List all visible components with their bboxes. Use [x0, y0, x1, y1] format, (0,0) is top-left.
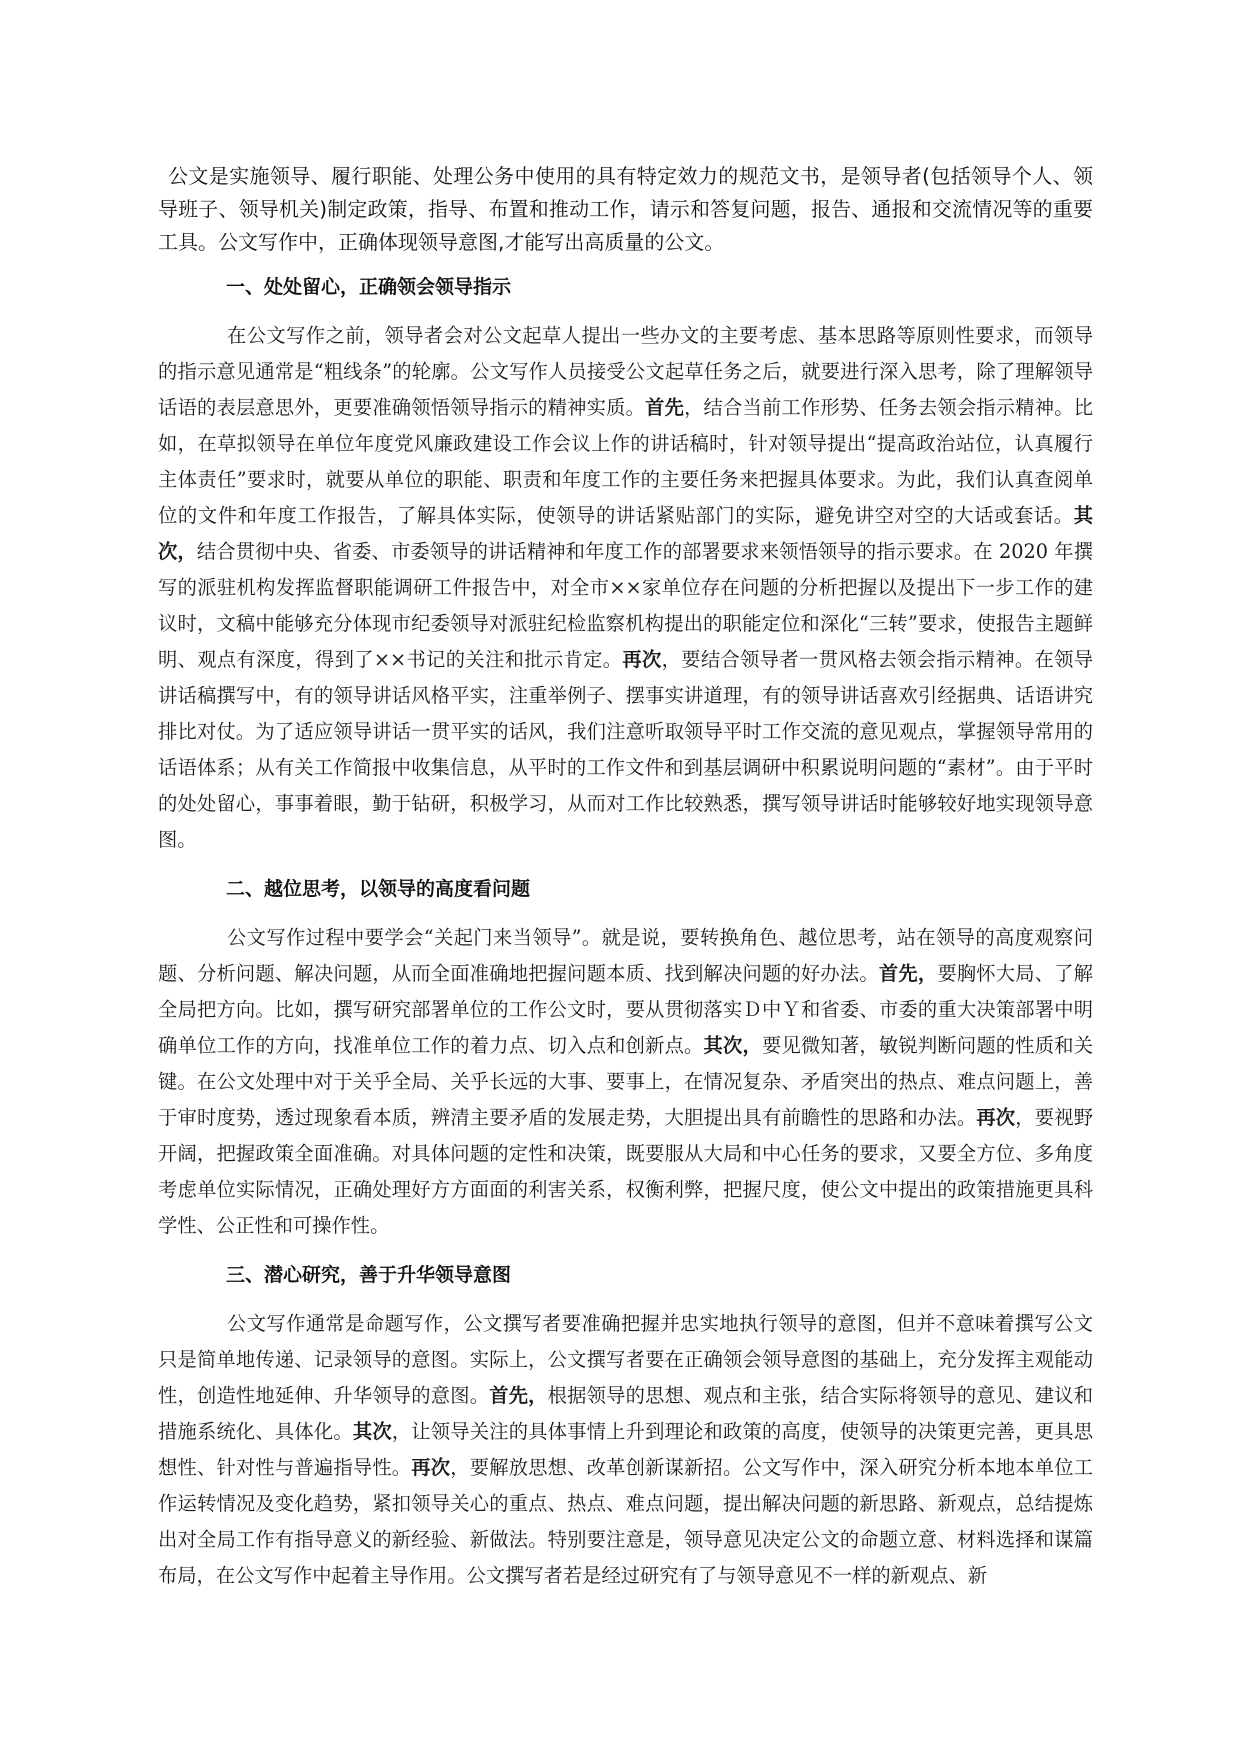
paragraph-text: 公文写作通常是命题写作，公文撰写者要准确把握并忠实地执行领导的意图，但并不意味着撰写公文只是简单地传递、记录领导的意图。实际上，公文撰写者要在正确领会领导意图的基础上，充分发挥主观能动性，创造性地延伸、升华领导的意图。 [158, 1312, 1093, 1407]
paragraph-text: ，要解放思想、改革创新谋新招。公文写作中，深入研究分析本地本单位工作运转情况及变化趋势，紧扣领导关心的重点、热点、难点问题，提出解决问题的新思路、新观点，总结提炼出对全局工作有指导意义的新经验、新做法。特别要注意是，领导意见决定公文的命题立意、材料选择和谋篇布局，在公文写作中起着主导作用。公文撰写者若是经过研究有了与领导意见不一样的新观点、新 [158, 1456, 1094, 1587]
bold-keyword: 首先 [645, 396, 685, 419]
section-paragraph-2 [158, 920, 1093, 1244]
section-heading-2: 二、越位思考，以领导的高度看问题 [226, 878, 531, 900]
paragraph-text: 要胸怀大局、了解全局把方向。比如，撰写研究部署单位的工作公文时，要从贯彻落实Ｄ中Ｙ和省委、市委的重大决策部署中明确单位工作的方向，找准单位工作的着力点、切入点和创新点。 [158, 962, 1094, 1057]
paragraph-text: 结合贯彻中央、省委、市委领导的讲话精神和年度工作的部署要求来领悟领导的指示要求。在 2020 年撰写的派驻机构发挥监督职能调研工件报告中，对全市××家单位存在问题的分析把握以及提出下一步工作的建议时，文稿中能够充分体现市纪委领导对派驻纪检监察机构提出的职能定位和深化“三转”要求，使报告主题鲜明、观点有深度，得到了××书记的关注和批示肯定。 [158, 540, 1093, 671]
section-heading-3: 三、潜心研究，善于升华领导意图 [226, 1264, 512, 1286]
section-paragraph-3 [158, 1306, 1093, 1594]
paragraph-text: 要见微知著，敏锐判断问题的性质和关键。在公文处理中对于关乎全局、关乎长远的大事、要事上，在情况复杂、矛盾突出的热点、难点问题上，善于审时度势，透过现象看本质，辨清主要矛盾的发展走势，大胆提出具有前瞻性的思路和办法。 [158, 1034, 1094, 1129]
section-paragraph-1 [158, 318, 1093, 858]
paragraph-text: ，结合当前工作形势、任务去领会指示精神。比如，在草拟领导在单位年度党风廉政建设工作会议上作的讲话稿时，针对领导提出“提高政治站位，认真履行主体责任”要求时，就要从单位的职能、职责和年度工作的主要任务来把握具体要求。为此，我们认真查阅单位的文件和年度工作报告，了解具体实际，使领导的讲话紧贴部门的实际，避免讲空对空的大话或套话。 [158, 396, 1094, 527]
intro-paragraph: 公文是实施领导、履行职能、处理公务中使用的具有特定效力的规范文书，是领导者(包括领导个人、领导班子、领导机关)制定政策，指导、布置和推动工作，请示和答复问题，报告、通报和交流情况等的重要工具。公文写作中，正确体现领导意图,才能写出高质量的公文。 [158, 164, 1093, 254]
paragraph-text: ，要视野开阔，把握政策全面准确。对具体问题的定性和决策，既要服从大局和中心任务的要求，又要全方位、多角度考虑单位实际情况，正确处理好方方面面的利害关系，权衡利弊，把握尺度，使公文中提出的政策措施更具科学性、公正性和可操作性。 [158, 1106, 1094, 1237]
bold-keyword: 其次， [158, 504, 1093, 563]
bold-keyword: 首先， [878, 962, 938, 985]
paragraph-text: ，要结合领导者一贯风格去领会指示精神。在领导讲话稿撰写中，有的领导讲话风格平实，注重举例子、摆事实讲道理，有的领导讲话喜欢引经据典、话语讲究排比对仗。为了适应领导讲话一贯平实的话风，我们注意听取领导平时工作交流的意见观点，掌握领导常用的话语体系；从有关工作简报中收集信息，从平时的工作文件和到基层调研中积累说明问题的“素材”。由于平时的处处留心，事事着眼，勤于钻研，积极学习，从而对工作比较熟悉，撰写领导讲话时能够较好地实现领导意图。 [158, 648, 1094, 851]
bold-keyword: 再次 [976, 1106, 1016, 1129]
paragraph-text: 公文写作过程中要学会“关起门来当领导”。就是说，要转换角色、越位思考，站在领导的高度观察问题、分析问题、解决问题，从而全面准确地把握问题本质、找到解决问题的好办法。 [158, 926, 1093, 985]
paragraph-text: 在公文写作之前，领导者会对公文起草人提出一些办文的主要考虑、基本思路等原则性要求，而领导的指示意见通常是“粗线条”的轮廓。公文写作人员接受公文起草任务之后，就要进行深入思考，除了理解领导话语的表层意思外，更要准确领悟领导指示的精神实质。 [158, 324, 1093, 419]
bold-keyword: 其次， [703, 1034, 762, 1057]
paragraph-text: ，让领导关注的具体事情上升到理论和政策的高度，使领导的决策更完善，更具思想性、针对性与普遍指导性。 [158, 1420, 1094, 1479]
bold-keyword: 再次 [622, 648, 662, 671]
bold-keyword: 首先， [489, 1384, 548, 1407]
document-page [158, 160, 1093, 1594]
section-heading-1: 一、处处留心，正确领会领导指示 [226, 276, 512, 298]
bold-keyword: 再次 [411, 1456, 451, 1479]
paragraph-text: 根据领导的思想、观点和主张，结合实际将领导的意见、建议和措施系统化、具体化。 [158, 1384, 1094, 1443]
bold-keyword: 其次 [352, 1420, 392, 1443]
